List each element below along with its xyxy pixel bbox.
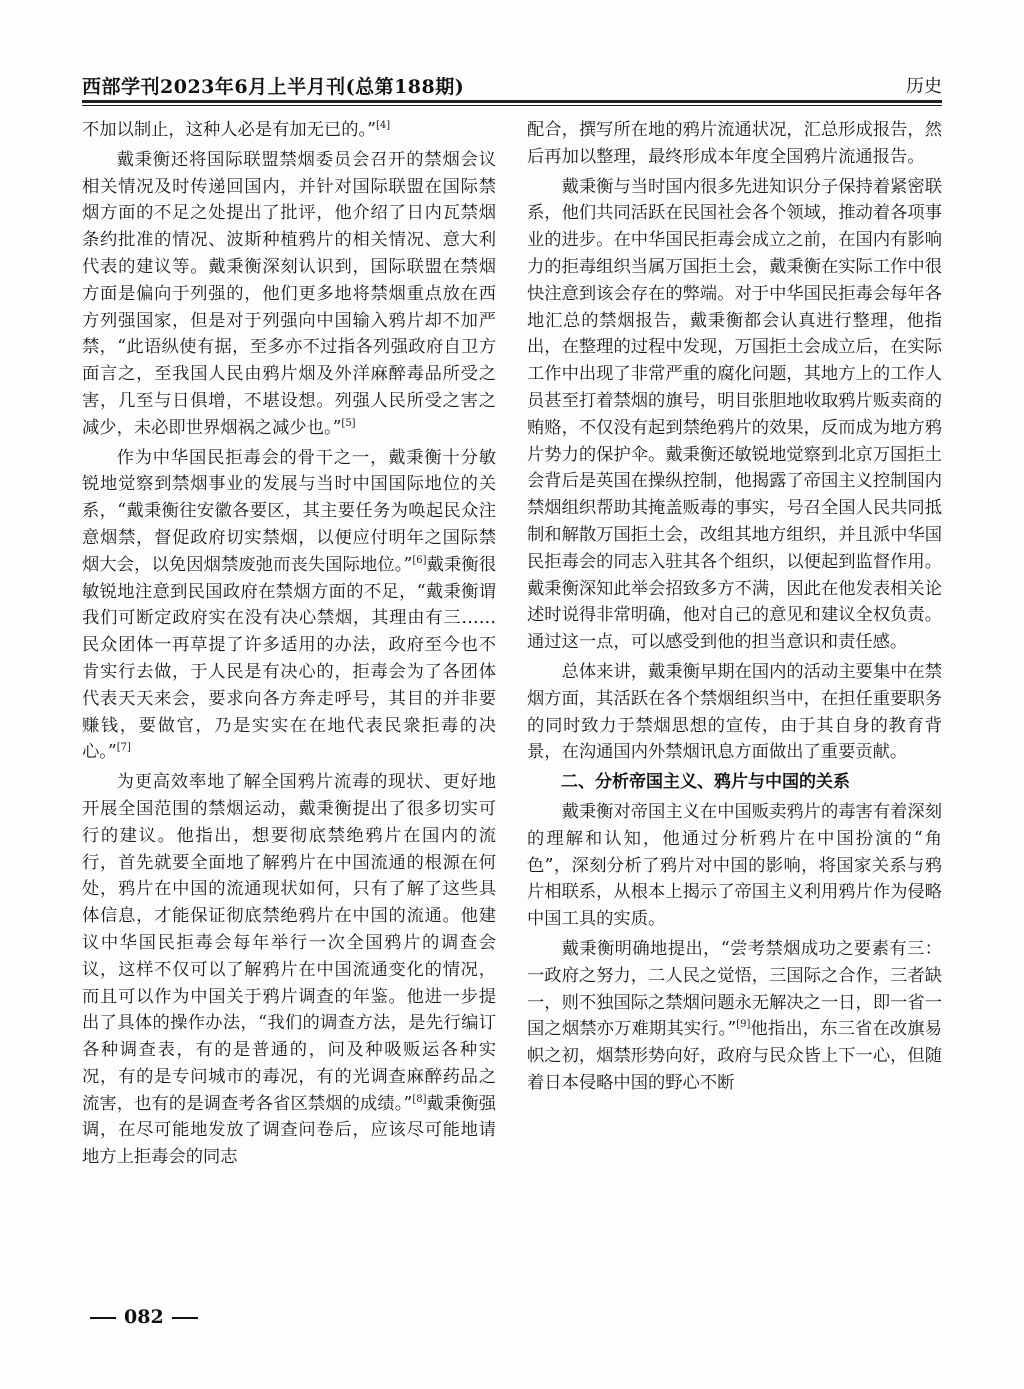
- paragraph-text: 作为中华国民拒毒会的骨干之一，戴秉衡十分敏锐地觉察到禁烟事业的发展与当时中国国际地位的关系，“戴秉衡往安徽各要区，其主要任务为唤起民众注意烟禁，督促政府切实禁烟，以便应付明年之国际禁烟大会，以免因烟禁废弛而丧失国际地位。”: [82, 447, 496, 575]
- paragraph-text: 戴秉衡很敏锐地注意到民国政府在禁烟方面的不足，“戴秉衡谓我们可断定政府实在没有决心禁烟，其理由有三……民众团体一再草提了许多适用的办法，政府至今也不肯实行去做，于人民是有决心的，拒毒会为了各团体代表天天来会，要求向各方奔走呼号，其目的并非要赚钱，要做官，乃是实实在在地代表民衆拒毒的决心。”: [82, 554, 496, 763]
- dash-left: [90, 1317, 116, 1319]
- citation-ref: [7]: [116, 742, 131, 754]
- journal-title: 西部学刊2023年6月上半月刊(总第188期): [82, 76, 465, 98]
- header-rule-thick: [82, 100, 942, 103]
- paragraph-text: 戴秉衡还将国际联盟禁烟委员会召开的禁烟会议相关情况及时传递回国内，并针对国际联盟在国际禁烟方面的不足之处提出了批评，他介绍了日内瓦禁烟条约批准的情况、波斯种植鸦片的相关情况、意大利代表的建议等。戴秉衡深刻认识到，国际联盟在禁烟方面是偏向于列强的，他们更多地将禁烟重点放在西方列强国家，但是对于列强向中国输入鸦片却不加严禁，“此语纵使有据，至多亦不过指各列强政府自卫方面言之，至我国人民由鸦片烟及外洋麻醉毒品所受之害，几至与日俱增，不堪设想。列强人民所受之害之减少，未必即世界烟祸之减少也。”: [82, 149, 496, 438]
- citation-ref: [4]: [375, 120, 391, 132]
- page-number: [82, 1306, 206, 1328]
- paragraph-text: 为更高效率地了解全国鸦片流毒的现状、更好地开展全国范围的禁烟运动，戴秉衡提出了很多切实可行的建议。他指出，想要彻底禁绝鸦片在国内的流行，首先就要全面地了解鸦片在中国流通的根源在何处，鸦片在中国的流通现状如何，只有了解了这些具体信息，才能保证彻底禁绝鸦片在中国的流通。他建议中华国民拒毒会每年举行一次全国鸦片的调查会议，这样不仅可以了解鸦片在中国流通变化的情况，而且可以作为中国关于鸦片调查的年鉴。他进一步提出了具体的操作办法，“我们的调查方法，是先行编订各种调查表，有的是普通的，问及种吸贩运各种实况，有的是专问城市的毒况，有的光调查麻醉药品之流害，也有的是调查考各省区禁烟的成绩。”: [82, 772, 496, 1114]
- paragraph-text: 他指出，东三省在改旗易帜之初，烟禁形势向好，政府与民众皆上下一心，但随着日本侵略中国的野心不断: [527, 1019, 942, 1093]
- citation-ref: [8]: [412, 1093, 427, 1105]
- right-column: [527, 117, 942, 1100]
- paragraph: [82, 117, 496, 144]
- paragraph-text: 戴秉衡强调，在尽可能地发放了调查问卷后，应该尽可能地请地方上拒毒会的同志: [82, 1093, 496, 1168]
- paragraph: 配合，撰写所在地的鸦片流通状况，汇总形成报告，然后再加以整理，最终形成本年度全国鸦片流通报告。: [527, 120, 942, 167]
- dash-right: [172, 1317, 198, 1319]
- paragraph: [527, 936, 942, 1097]
- section-heading: 二、分析帝国主义、鸦片与中国的关系: [561, 772, 850, 793]
- paragraph: 总体来讲，戴秉衡早期在国内的活动主要集中在禁烟方面，其活跃在各个禁烟组织当中，在担任重要职务的同时致力于禁烟思想的宣传，由于其自身的教育背景，在沟通国内外禁烟讯息方面做出了重要贡献。: [527, 661, 942, 763]
- paragraph: [82, 147, 496, 442]
- citation-ref: [5]: [341, 418, 356, 429]
- section-label: 历史: [906, 76, 942, 97]
- paragraph-text: 不加以制止，这种人必是有加无已的。”: [82, 120, 376, 140]
- citation-ref: [9]: [736, 1019, 751, 1031]
- left-column: [82, 117, 496, 1174]
- running-header: [82, 70, 942, 98]
- header-rule-thin: [82, 105, 942, 106]
- paragraph: 戴秉衡对帝国主义在中国贩卖鸦片的毒害有着深刻的理解和认知，他通过分析鸦片在中国扮演的“角色”，深刻分析了鸦片对中国的影响，将国家关系与鸦片相联系，从根本上揭示了帝国主义利用鸦片作为侵略中国工具的实质。: [527, 801, 942, 930]
- paragraph: 戴秉衡与当时国内很多先进知识分子保持着紧密联系，他们共同活跃在民国社会各个领域，推动着各项事业的进步。在中华国民拒毒会成立之前，在国内有影响力的拒毒组织当属万国拒土会，戴秉衡在实际工作中很快注意到该会存在的弊端。对于中华国民拒毒会每年各地汇总的禁烟报告，戴秉衡都会认真进行整理，他指出，在整理的过程中发现，万国拒土会成立后，在实际工作中出现了非常严重的腐化问题，其地方上的工作人员甚至打着禁烟的旗号，明目张胆地收取鸦片贩卖商的贿赂，不仅没有起到禁绝鸦片的效果，反而成为地方鸦片势力的保护伞。戴秉衡还敏锐地觉察到北京万国拒土会背后是英国在操纵控制，他揭露了帝国主义控制国内禁烟组织帮助其掩盖贩毒的事实，号召全国人民共同抵制和解散万国拒土会，改组其地方组织，并且派中华国民拒毒会的同志入驻其各个组织，以便起到监督作用。戴秉衡深知此举会招致多方不满，因此在他发表相关论述时说得非常明确，他对自己的意见和建议全权负责。通过这一点，可以感受到他的担当意识和责任感。: [527, 176, 942, 653]
- paragraph: [82, 445, 496, 767]
- paragraph-text: 戴秉衡明确地提出，“尝考禁烟成功之要素有三：一政府之努力，二人民之觉悟，三国际之合作，三者缺一，则不独国际之禁烟问题永无解决之一日，即一省一国之烟禁亦万难期其实行。”: [527, 938, 942, 1040]
- citation-ref: [6]: [412, 554, 427, 566]
- page-number-text: 082: [124, 1306, 164, 1328]
- paragraph: [82, 769, 496, 1171]
